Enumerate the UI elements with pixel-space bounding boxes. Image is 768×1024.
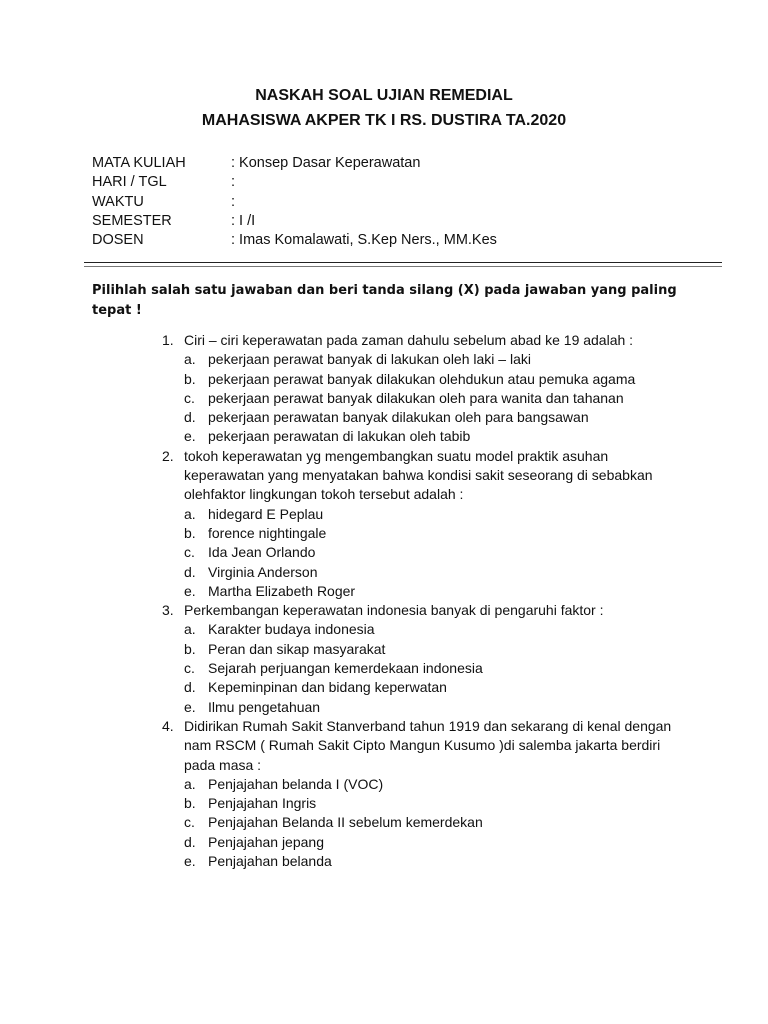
question-number: 2. bbox=[162, 447, 174, 464]
question-text: Perkembangan keperawatan indonesia banyak di pengaruhi faktor : bbox=[184, 602, 604, 619]
option-c[interactable] bbox=[184, 543, 680, 562]
option-text: pekerjaan perawat banyak dilakukan oleh para wanita dan tahanan bbox=[208, 389, 624, 406]
option-letter: c. bbox=[184, 389, 195, 406]
option-text: pekerjaan perawat banyak di lakukan oleh laki – laki bbox=[208, 351, 531, 368]
option-text: Penjajahan belanda I (VOC) bbox=[208, 775, 384, 792]
option-text: Penjajahan Ingris bbox=[208, 795, 317, 812]
option-letter: d. bbox=[184, 679, 196, 696]
option-d[interactable] bbox=[184, 563, 680, 582]
option-e[interactable] bbox=[184, 698, 680, 717]
info-label: HARI / TGL bbox=[92, 174, 167, 191]
option-list bbox=[184, 505, 680, 601]
question-text: Didirikan Rumah Sakit Stanverband tahun 1919 dan sekarang di kenal dengan nam RSCM ( Rumah Sakit Cipto Mangun Kusumo )di salemba jakarta berdiri pada masa : bbox=[184, 717, 672, 773]
question-number: 4. bbox=[162, 717, 174, 734]
option-e[interactable] bbox=[184, 427, 680, 446]
info-value: : Konsep Dasar Keperawatan bbox=[231, 155, 421, 171]
header-divider bbox=[84, 262, 722, 263]
question-number: 3. bbox=[162, 602, 174, 619]
option-a[interactable] bbox=[184, 505, 680, 524]
option-b[interactable] bbox=[184, 640, 680, 659]
option-letter: a. bbox=[184, 775, 196, 792]
option-text: forence nightingale bbox=[208, 524, 327, 541]
option-text: Ilmu pengetahuan bbox=[208, 698, 321, 715]
option-text: pekerjaan perawatan di lakukan oleh tabib bbox=[208, 428, 471, 445]
option-list bbox=[184, 775, 680, 871]
question-number: 1. bbox=[162, 332, 174, 348]
info-label: DOSEN bbox=[92, 232, 144, 249]
option-text: Penjajahan belanda bbox=[208, 853, 332, 870]
question-text: tokoh keperawatan yg mengembangkan suatu model praktik asuhan keperawatan yang menyatakan bahwa kondisi sakit seseorang di sebabkan olehfaktor lingkungan tokoh tersebut adalah : bbox=[184, 447, 653, 503]
option-letter: e. bbox=[184, 582, 196, 599]
option-letter: b. bbox=[184, 795, 196, 812]
option-text: Kepeminpinan dan bidang keperwatan bbox=[208, 679, 447, 696]
option-letter: d. bbox=[184, 409, 196, 426]
option-list bbox=[184, 620, 680, 716]
option-text: hidegard E Peplau bbox=[208, 505, 324, 522]
option-c[interactable] bbox=[184, 813, 680, 832]
info-value: : bbox=[231, 174, 236, 191]
option-letter: a. bbox=[184, 505, 196, 522]
question-1 bbox=[160, 331, 680, 447]
exam-subtitle: MAHASISWA AKPER TK I RS. DUSTIRA TA.2020 bbox=[201, 112, 567, 129]
option-letter: e. bbox=[184, 853, 196, 870]
question-3 bbox=[160, 601, 680, 717]
option-letter: c. bbox=[184, 660, 195, 677]
option-letter: a. bbox=[184, 351, 196, 368]
option-text: Ida Jean Orlando bbox=[208, 544, 316, 561]
option-letter: e. bbox=[184, 428, 196, 445]
option-text: Peran dan sikap masyarakat bbox=[208, 640, 386, 657]
exam-title: NASKAH SOAL UJIAN REMEDIAL bbox=[255, 87, 513, 104]
option-text: Karakter budaya indonesia bbox=[208, 621, 375, 638]
option-a[interactable] bbox=[184, 620, 680, 639]
instruction-text: Pilihlah salah satu jawaban dan beri tanda silang (X) pada jawaban yang paling tepat ! bbox=[92, 283, 677, 318]
question-2 bbox=[160, 447, 680, 601]
option-letter: d. bbox=[184, 563, 196, 580]
option-e[interactable] bbox=[184, 582, 680, 601]
info-value: : Imas Komalawati, S.Kep Ners., MM.Kes bbox=[231, 232, 497, 249]
option-list bbox=[184, 350, 680, 446]
option-d[interactable] bbox=[184, 408, 680, 427]
option-letter: b. bbox=[184, 370, 196, 387]
option-text: Martha Elizabeth Roger bbox=[208, 582, 356, 599]
option-a[interactable] bbox=[184, 350, 680, 369]
question-list bbox=[160, 331, 680, 871]
info-label: WAKTU bbox=[92, 193, 144, 210]
option-text: Penjajahan Belanda II sebelum kemerdekan bbox=[208, 814, 483, 831]
option-a[interactable] bbox=[184, 775, 680, 794]
header-divider-thin bbox=[84, 266, 722, 267]
option-d[interactable] bbox=[184, 678, 680, 697]
option-letter: e. bbox=[184, 698, 196, 715]
option-letter: d. bbox=[184, 833, 196, 850]
option-b[interactable] bbox=[184, 370, 680, 389]
option-c[interactable] bbox=[184, 659, 680, 678]
question-4 bbox=[160, 717, 680, 871]
option-e[interactable] bbox=[184, 852, 680, 871]
info-label: MATA KULIAH bbox=[92, 155, 186, 171]
question-text: Ciri – ciri keperawatan pada zaman dahulu sebelum abad ke 19 adalah : bbox=[184, 332, 634, 348]
option-text: Sejarah perjuangan kemerdekaan indonesia bbox=[208, 660, 483, 677]
info-value: : bbox=[231, 193, 236, 210]
info-value: : I /I bbox=[231, 212, 256, 229]
option-text: Virginia Anderson bbox=[208, 563, 318, 580]
option-b[interactable] bbox=[184, 794, 680, 813]
option-letter: c. bbox=[184, 814, 195, 831]
option-b[interactable] bbox=[184, 524, 680, 543]
option-text: Penjajahan jepang bbox=[208, 833, 324, 850]
option-letter: c. bbox=[184, 544, 195, 561]
option-d[interactable] bbox=[184, 833, 680, 852]
option-letter: a. bbox=[184, 621, 196, 638]
option-c[interactable] bbox=[184, 389, 680, 408]
option-letter: b. bbox=[184, 640, 196, 657]
option-text: pekerjaan perawat banyak dilakukan olehdukun atau pemuka agama bbox=[208, 370, 636, 387]
option-text: pekerjaan perawatan banyak dilakukan oleh para bangsawan bbox=[208, 409, 589, 426]
info-label: SEMESTER bbox=[92, 212, 172, 229]
option-letter: b. bbox=[184, 524, 196, 541]
